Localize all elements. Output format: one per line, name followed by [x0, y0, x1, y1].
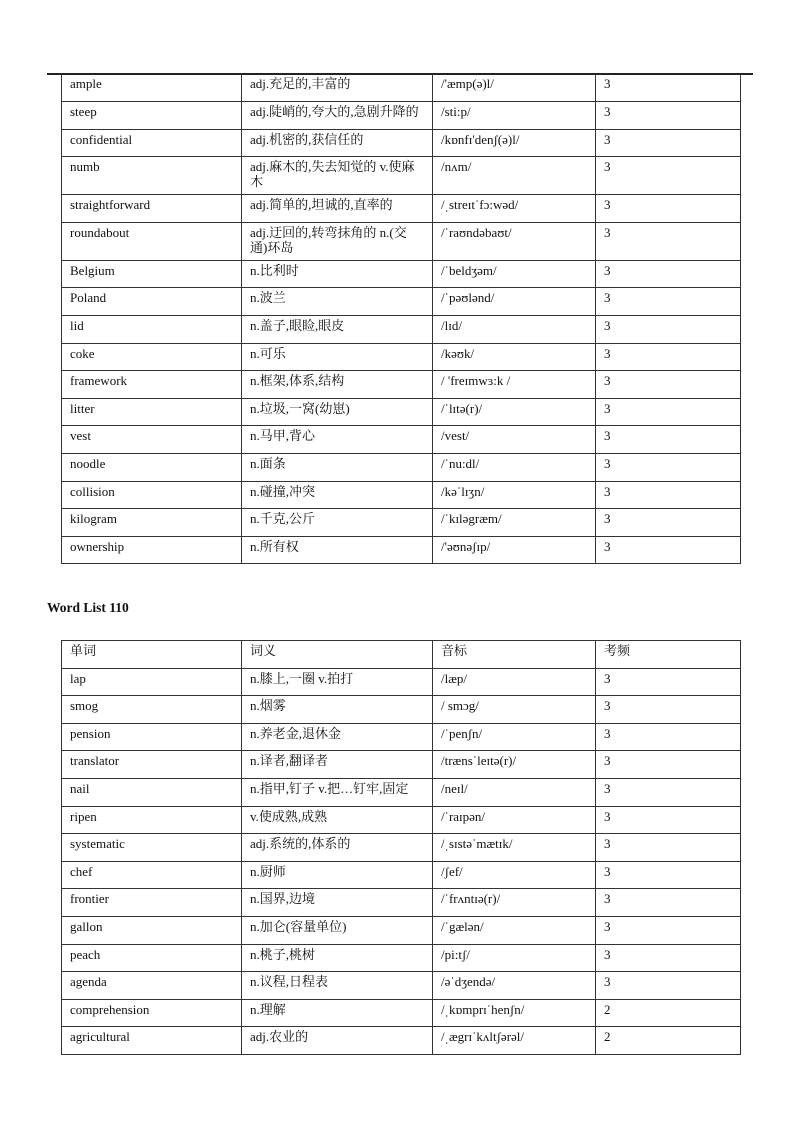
cell-frequency: 3: [596, 316, 741, 344]
word-table-previous: [61, 74, 741, 564]
cell-frequency: 3: [596, 889, 741, 917]
cell-phonetic: /ˌstreɪtˈfɔ:wəd/: [433, 195, 596, 223]
table-row: [62, 157, 741, 195]
table-row: [62, 398, 741, 426]
cell-phonetic: / 'freɪmwɜ:k /: [433, 371, 596, 399]
cell-word: noodle: [62, 454, 242, 482]
cell-word: systematic: [62, 834, 242, 862]
cell-phonetic: /sti:p/: [433, 102, 596, 130]
cell-meaning: n.可乐: [242, 343, 433, 371]
cell-meaning: n.理解: [242, 999, 433, 1027]
cell-phonetic: /ˈlɪtə(r)/: [433, 398, 596, 426]
table-row: [62, 806, 741, 834]
cell-phonetic: /trænsˈleɪtə(r)/: [433, 751, 596, 779]
cell-frequency: 3: [596, 834, 741, 862]
cell-meaning: n.国界,边境: [242, 889, 433, 917]
cell-phonetic: /læp/: [433, 668, 596, 696]
cell-word: ripen: [62, 806, 242, 834]
cell-meaning: n.比利时: [242, 260, 433, 288]
cell-meaning: adj.简单的,坦诚的,直率的: [242, 195, 433, 223]
cell-meaning: n.议程,日程表: [242, 972, 433, 1000]
table-row: [62, 260, 741, 288]
cell-word: pension: [62, 723, 242, 751]
table-row: [62, 999, 741, 1027]
cell-phonetic: /ʃef/: [433, 861, 596, 889]
table-row: [62, 696, 741, 724]
cell-frequency: 2: [596, 999, 741, 1027]
cell-word: vest: [62, 426, 242, 454]
cell-frequency: 3: [596, 260, 741, 288]
cell-word: agricultural: [62, 1027, 242, 1055]
cell-phonetic: /ˌkɒmprɪˈhenʃn/: [433, 999, 596, 1027]
cell-word: nail: [62, 778, 242, 806]
cell-phonetic: /neɪl/: [433, 778, 596, 806]
cell-word: frontier: [62, 889, 242, 917]
cell-word: kilogram: [62, 509, 242, 537]
cell-word: peach: [62, 944, 242, 972]
cell-phonetic: /ˈkɪləgræm/: [433, 509, 596, 537]
cell-frequency: 3: [596, 723, 741, 751]
cell-meaning: adj.充足的,丰富的: [242, 74, 433, 102]
cell-word: roundabout: [62, 222, 242, 260]
cell-meaning: n.所有权: [242, 536, 433, 564]
header-meaning: 词义: [242, 641, 433, 669]
cell-frequency: 3: [596, 509, 741, 537]
table-row: [62, 343, 741, 371]
cell-word: Belgium: [62, 260, 242, 288]
cell-meaning: adj.农业的: [242, 1027, 433, 1055]
cell-word: ownership: [62, 536, 242, 564]
table-header-row: [62, 641, 741, 669]
cell-frequency: 3: [596, 102, 741, 130]
table-row: [62, 944, 741, 972]
cell-frequency: 3: [596, 751, 741, 779]
cell-word: confidential: [62, 129, 242, 157]
table-row: [62, 222, 741, 260]
table-row: [62, 889, 741, 917]
cell-phonetic: /kɒnfɪ'denʃ(ə)l/: [433, 129, 596, 157]
cell-phonetic: /kəˈlɪʒn/: [433, 481, 596, 509]
cell-meaning: n.千克,公斤: [242, 509, 433, 537]
table-row: [62, 129, 741, 157]
cell-meaning: adj.陡峭的,夸大的,急剧升降的: [242, 102, 433, 130]
cell-frequency: 3: [596, 696, 741, 724]
cell-frequency: 3: [596, 129, 741, 157]
cell-meaning: n.烟雾: [242, 696, 433, 724]
cell-word: chef: [62, 861, 242, 889]
cell-meaning: n.译者,翻译者: [242, 751, 433, 779]
cell-word: comprehension: [62, 999, 242, 1027]
table-row: [62, 723, 741, 751]
cell-frequency: 3: [596, 861, 741, 889]
table-row: [62, 536, 741, 564]
cell-phonetic: /pi:tʃ/: [433, 944, 596, 972]
section-heading: Word List 110: [47, 600, 129, 615]
table-row: [62, 371, 741, 399]
cell-frequency: 3: [596, 288, 741, 316]
table-row: [62, 861, 741, 889]
cell-meaning: n.垃圾,一窝(幼崽): [242, 398, 433, 426]
cell-meaning: adj.麻木的,失去知觉的 v.使麻木: [242, 157, 433, 195]
cell-meaning: n.指甲,钉子 v.把…钉牢,固定: [242, 778, 433, 806]
cell-frequency: 3: [596, 157, 741, 195]
cell-frequency: 3: [596, 972, 741, 1000]
cell-word: agenda: [62, 972, 242, 1000]
table-row: [62, 834, 741, 862]
header-frequency: 考频: [596, 641, 741, 669]
cell-word: ample: [62, 74, 242, 102]
cell-phonetic: /vest/: [433, 426, 596, 454]
cell-phonetic: /ˌsɪstəˈmætɪk/: [433, 834, 596, 862]
cell-meaning: n.厨师: [242, 861, 433, 889]
cell-phonetic: /ˈnu:dl/: [433, 454, 596, 482]
cell-word: litter: [62, 398, 242, 426]
cell-frequency: 3: [596, 944, 741, 972]
cell-word: steep: [62, 102, 242, 130]
cell-phonetic: /ˈpəʊlənd/: [433, 288, 596, 316]
table-row: [62, 778, 741, 806]
cell-phonetic: /ˈgælən/: [433, 916, 596, 944]
table-row: [62, 288, 741, 316]
cell-phonetic: /əˈdʒendə/: [433, 972, 596, 1000]
cell-meaning: v.使成熟,成熟: [242, 806, 433, 834]
table-row: [62, 509, 741, 537]
table-row: [62, 668, 741, 696]
table-row: [62, 972, 741, 1000]
cell-phonetic: /ˈraʊndəbaʊt/: [433, 222, 596, 260]
cell-word: collision: [62, 481, 242, 509]
cell-phonetic: /'əʊnəʃɪp/: [433, 536, 596, 564]
cell-phonetic: /kəʊk/: [433, 343, 596, 371]
cell-frequency: 3: [596, 371, 741, 399]
table-row: [62, 751, 741, 779]
cell-word: lid: [62, 316, 242, 344]
cell-phonetic: /ˌægrɪˈkʌltʃərəl/: [433, 1027, 596, 1055]
cell-frequency: 3: [596, 778, 741, 806]
table-row: [62, 195, 741, 223]
cell-word: straightforward: [62, 195, 242, 223]
cell-frequency: 3: [596, 536, 741, 564]
cell-frequency: 3: [596, 454, 741, 482]
cell-meaning: adj.机密的,获信任的: [242, 129, 433, 157]
cell-frequency: 3: [596, 806, 741, 834]
cell-word: translator: [62, 751, 242, 779]
cell-word: numb: [62, 157, 242, 195]
cell-frequency: 3: [596, 343, 741, 371]
cell-frequency: 3: [596, 222, 741, 260]
cell-meaning: adj.迂回的,转弯抹角的 n.(交通)环岛: [242, 222, 433, 260]
cell-word: coke: [62, 343, 242, 371]
cell-word: lap: [62, 668, 242, 696]
cell-phonetic: /'æmp(ə)l/: [433, 74, 596, 102]
cell-phonetic: /ˈpenʃn/: [433, 723, 596, 751]
table-row: [62, 481, 741, 509]
cell-meaning: adj.系统的,体系的: [242, 834, 433, 862]
table-row: [62, 74, 741, 102]
cell-frequency: 3: [596, 426, 741, 454]
table-row: [62, 1027, 741, 1055]
cell-meaning: n.碰撞,冲突: [242, 481, 433, 509]
cell-frequency: 3: [596, 916, 741, 944]
cell-frequency: 3: [596, 195, 741, 223]
cell-phonetic: /nʌm/: [433, 157, 596, 195]
cell-phonetic: /ˈbeldʒəm/: [433, 260, 596, 288]
header-word: 单词: [62, 641, 242, 669]
cell-meaning: n.加仑(容量单位): [242, 916, 433, 944]
cell-meaning: n.框架,体系,结构: [242, 371, 433, 399]
cell-frequency: 3: [596, 481, 741, 509]
cell-phonetic: /ˈraɪpən/: [433, 806, 596, 834]
table-row: [62, 426, 741, 454]
table-row: [62, 916, 741, 944]
cell-meaning: n.盖子,眼睑,眼皮: [242, 316, 433, 344]
cell-frequency: 3: [596, 398, 741, 426]
cell-meaning: n.膝上,一圈 v.拍打: [242, 668, 433, 696]
cell-frequency: 3: [596, 668, 741, 696]
table-row: [62, 102, 741, 130]
cell-meaning: n.桃子,桃树: [242, 944, 433, 972]
header-phonetic: 音标: [433, 641, 596, 669]
cell-word: smog: [62, 696, 242, 724]
word-table-list-110: [61, 640, 741, 1055]
cell-meaning: n.马甲,背心: [242, 426, 433, 454]
table-row: [62, 454, 741, 482]
cell-word: gallon: [62, 916, 242, 944]
cell-meaning: n.波兰: [242, 288, 433, 316]
cell-phonetic: / smɔg/: [433, 696, 596, 724]
cell-frequency: 3: [596, 74, 741, 102]
cell-meaning: n.养老金,退休金: [242, 723, 433, 751]
cell-word: Poland: [62, 288, 242, 316]
cell-frequency: 2: [596, 1027, 741, 1055]
cell-meaning: n.面条: [242, 454, 433, 482]
cell-phonetic: /ˈfrʌntɪə(r)/: [433, 889, 596, 917]
cell-word: framework: [62, 371, 242, 399]
cell-phonetic: /lɪd/: [433, 316, 596, 344]
table-row: [62, 316, 741, 344]
